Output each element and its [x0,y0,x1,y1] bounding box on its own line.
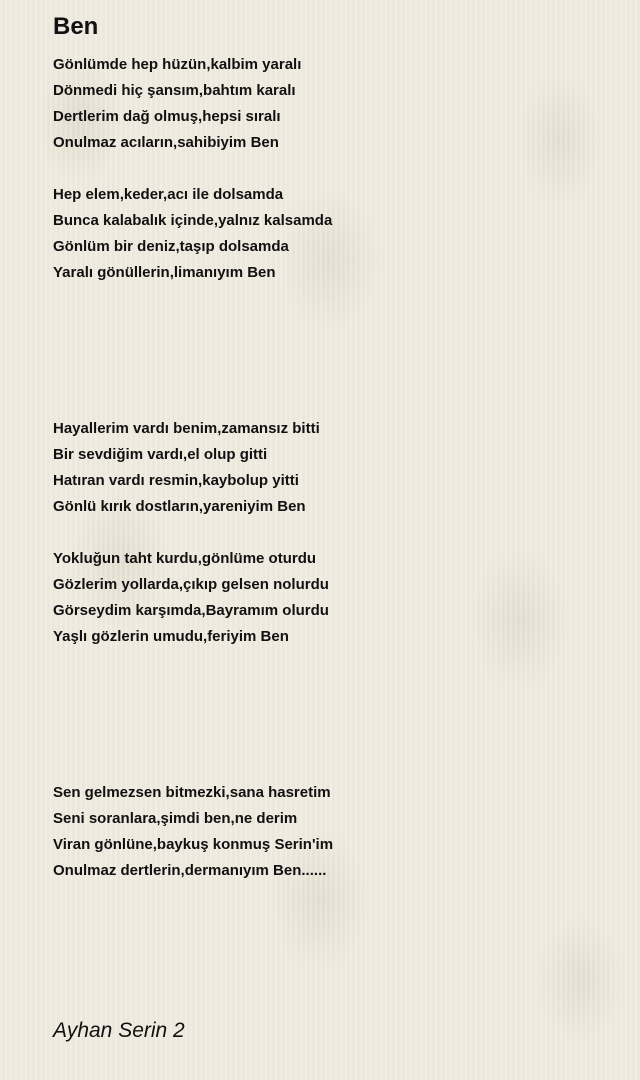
section-gap [53,650,613,780]
stanza-3 [53,416,613,520]
poem-line: Sen gelmezsen bitmezki,sana hasretim [53,784,331,801]
poem-line: Yaralı gönüllerin,limanıyım Ben [53,264,276,281]
poem-line: Onulmaz acıların,sahibiyim Ben [53,134,279,151]
stanza-spacer [53,520,613,546]
poem-line: Seni soranlara,şimdi ben,ne derim [53,810,298,827]
section-gap [53,286,613,416]
poem-line: Hayallerim vardı benim,zamansız bitti [53,420,320,437]
poem-line: Hep elem,keder,acı ile dolsamda [53,186,284,203]
stanza-1 [53,52,613,156]
poem-line: Gönlü kırık dostların,yareniyim Ben [53,498,306,515]
poem-line: Dönmedi hiç şansım,bahtım karalı [53,82,296,99]
poem-line: Görseydim karşımda,Bayramım olurdu [53,602,329,619]
poem-line: Hatıran vardı resmin,kaybolup yitti [53,472,299,489]
poem-author: Ayhan Serin 2 [53,1019,185,1042]
poem-line: Viran gönlüne,baykuş konmuş Serin'im [53,836,334,853]
poem-title: Ben [53,13,99,40]
poem-line: Bunca kalabalık içinde,yalnız kalsamda [53,212,333,229]
stanza-2 [53,182,613,286]
poem-line: Dertlerim dağ olmuş,hepsi sıralı [53,108,281,125]
poem-line: Bir sevdiğim vardı,el olup gitti [53,446,268,463]
poem-line: Gönlüm bir deniz,taşıp dolsamda [53,238,289,255]
poem-line: Gönlümde hep hüzün,kalbim yaralı [53,56,302,73]
poem-line: Yaşlı gözlerin umudu,feriyim Ben [53,628,289,645]
stanza-spacer [53,156,613,182]
stanza-5 [53,780,613,884]
poem-line: Onulmaz dertlerin,dermanıyım Ben...... [53,862,327,879]
stanza-4 [53,546,613,650]
poem-body [53,52,613,884]
poem-line: Gözlerim yollarda,çıkıp gelsen nolurdu [53,576,329,593]
poem-line: Yokluğun taht kurdu,gönlüme oturdu [53,550,317,567]
